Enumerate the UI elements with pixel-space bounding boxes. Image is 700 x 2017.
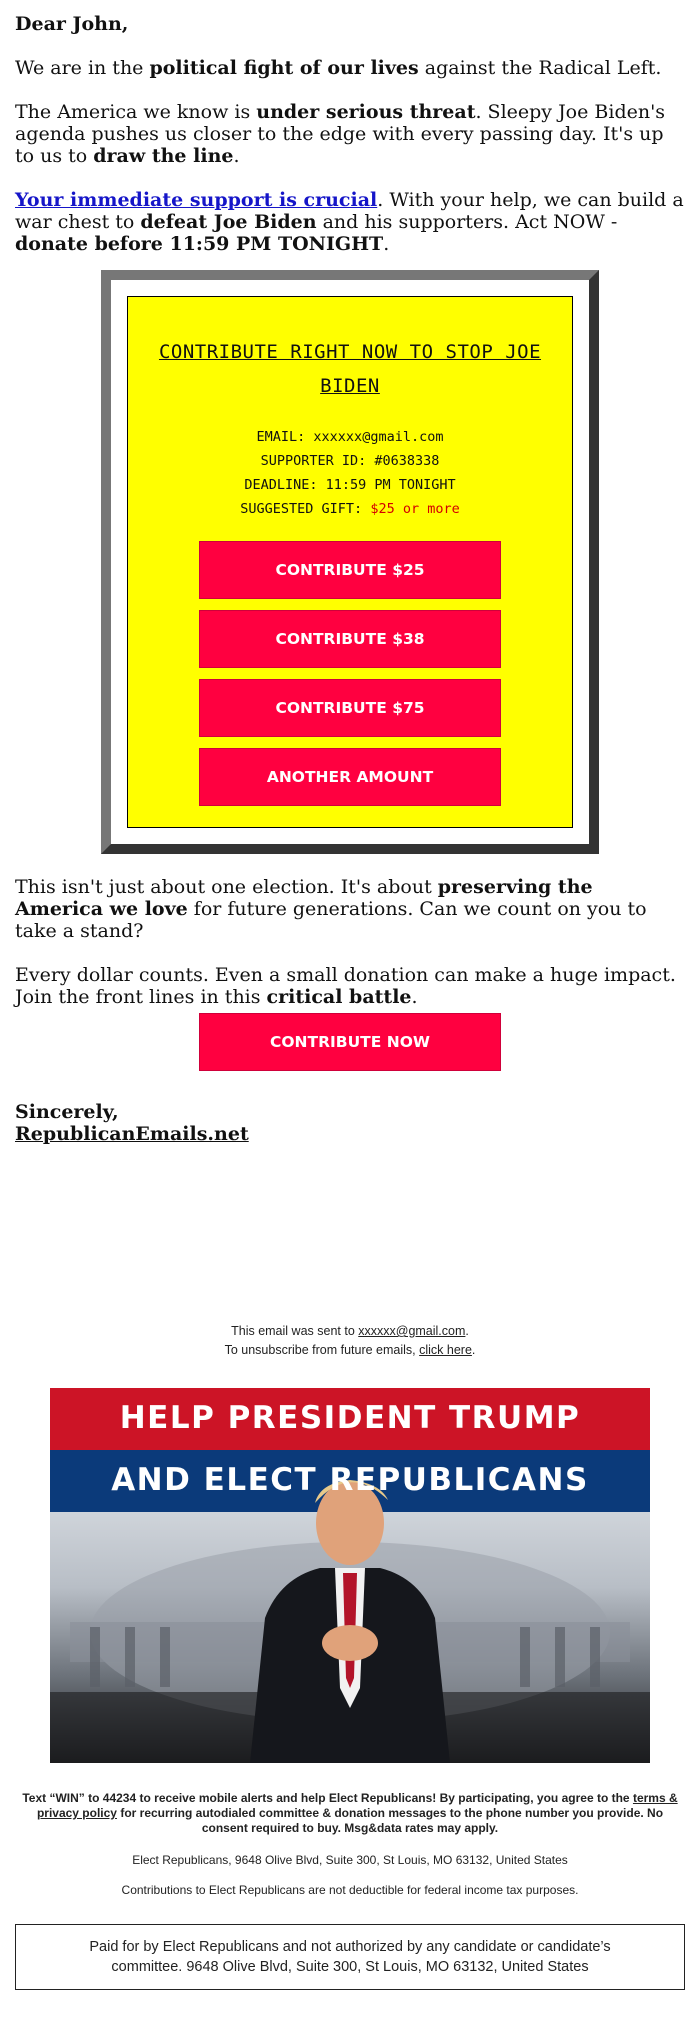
supporter-id-line [128,449,572,473]
paragraph-2-text-mid: . Sleepy Joe Biden's agenda pushes us closer to the edge with every passing day. It's up to us to [15,101,666,167]
paid-for-box: Paid for by Elect Republicans and not authorized by any candidate or candidate’s committee. 9648 Olive Blvd, Suite 300, St Louis, MO 63132, United States [15,1924,685,1990]
email-value: xxxxxx@gmail.com [313,429,444,445]
signature-link[interactable]: RepublicanEmails.net [15,1123,249,1145]
sms-text-end: for recurring autodialed committee & donation messages to the phone number you provide. No consent required to buy. Msg&data rates may apply. [116,1806,664,1835]
paragraph-3-bold-2: donate before 11:59 PM TONIGHT [15,233,384,255]
unsubscribe-line [0,1341,700,1360]
email-label: EMAIL: [256,429,314,445]
supporter-id-value: #0638338 [374,453,440,469]
paragraph-2-text: The America we know is [15,101,257,123]
paragraph-3 [15,189,685,255]
contribution-box-frame [101,270,599,854]
cta-container [0,1013,700,1071]
paragraph-1 [15,57,685,79]
contribute-25-button[interactable]: CONTRIBUTE $25 [199,541,501,599]
another-amount-button[interactable]: ANOTHER AMOUNT [199,748,501,806]
sent-to-line [0,1322,700,1341]
contribute-now-button[interactable]: CONTRIBUTE NOW [199,1013,501,1071]
sent-to-text: This email was sent to [231,1324,359,1338]
address-line: Elect Republicans, 9648 Olive Blvd, Suite 300, St Louis, MO 63132, United States [132,1853,568,1867]
paragraph-5 [15,964,685,1008]
paragraph-3-text-end: . [383,233,390,255]
deadline-label: DEADLINE: [244,477,326,493]
tax-disclaimer: Contributions to Elect Republicans are not deductible for federal income tax purposes. [121,1883,579,1897]
contribution-buttons [128,541,572,806]
sms-text: Text “WIN” to 44234 to receive mobile alerts and help Elect Republicans! By participating, you agree to the [22,1791,633,1805]
paragraph-1-bold: political fight of our lives [149,57,419,79]
legal-footer [15,1791,685,1897]
banner-line-1: HELP PRESIDENT TRUMP [119,1400,581,1436]
supporter-info [128,425,572,521]
paragraph-3-bold: defeat Joe Biden [140,211,317,233]
paragraph-2-bold-2: draw the line [93,145,234,167]
immediate-support-link[interactable]: Your immediate support is crucial [15,189,378,211]
campaign-banner[interactable] [50,1388,650,1763]
paragraph-4-bold: preserving the America we love [15,876,593,920]
paragraph-2-text-end: . [233,145,240,167]
contribute-38-button[interactable]: CONTRIBUTE $38 [199,610,501,668]
sms-disclaimer [15,1791,685,1836]
unsubscribe-suffix: . [471,1343,476,1357]
closing-signature [15,1101,249,1145]
paragraph-5-text: Every dollar counts. Even a small donation can make a huge impact. Join the front lines in this [15,964,676,1008]
paragraph-4-text: This isn't just about one election. It's about [15,876,438,898]
email-footer [0,1322,700,1360]
sincerely-text: Sincerely, [15,1101,119,1123]
sent-to-email-link[interactable]: xxxxxx@gmail.com [358,1324,466,1338]
paragraph-4-text-end: for future generations. Can we count on you to take a stand? [15,898,647,942]
greeting: Dear John, [15,13,129,35]
deadline-line [128,473,572,497]
unsubscribe-text: To unsubscribe from future emails, [224,1343,420,1357]
terms-privacy-link[interactable]: terms & privacy policy [36,1791,678,1820]
paragraph-3-text: . With your help, we can build a war chest to [15,189,684,233]
unsubscribe-link[interactable]: click here [419,1343,472,1357]
email-body [0,0,700,255]
email-line [128,425,572,449]
paragraph-5-text-end: . [411,986,418,1008]
paragraph-2 [15,101,685,167]
paragraph-2-bold: under serious threat [256,101,476,123]
contribution-box [127,296,573,828]
contribute-75-button[interactable]: CONTRIBUTE $75 [199,679,501,737]
figure-graphic [50,1388,650,1763]
paragraph-3-text-mid: and his supporters. Act NOW - [316,211,618,233]
paragraph-1-text: We are in the [15,57,150,79]
suggested-gift-value: $25 or more [370,501,460,517]
deadline-value: 11:59 PM TONIGHT [325,477,456,493]
sent-to-suffix: . [465,1324,469,1338]
closing-paragraphs [15,876,685,1030]
banner-line-2: AND ELECT REPUBLICANS [111,1462,589,1498]
contribution-box-title: CONTRIBUTE RIGHT NOW TO STOP JOE BIDEN [158,341,542,397]
supporter-id-label: SUPPORTER ID: [260,453,375,469]
suggested-gift-label: SUGGESTED GIFT: [240,501,371,517]
paragraph-5-bold: critical battle [266,986,412,1008]
suggested-gift-line [128,497,572,521]
paragraph-1-text-end: against the Radical Left. [418,57,662,79]
paragraph-4 [15,876,685,942]
